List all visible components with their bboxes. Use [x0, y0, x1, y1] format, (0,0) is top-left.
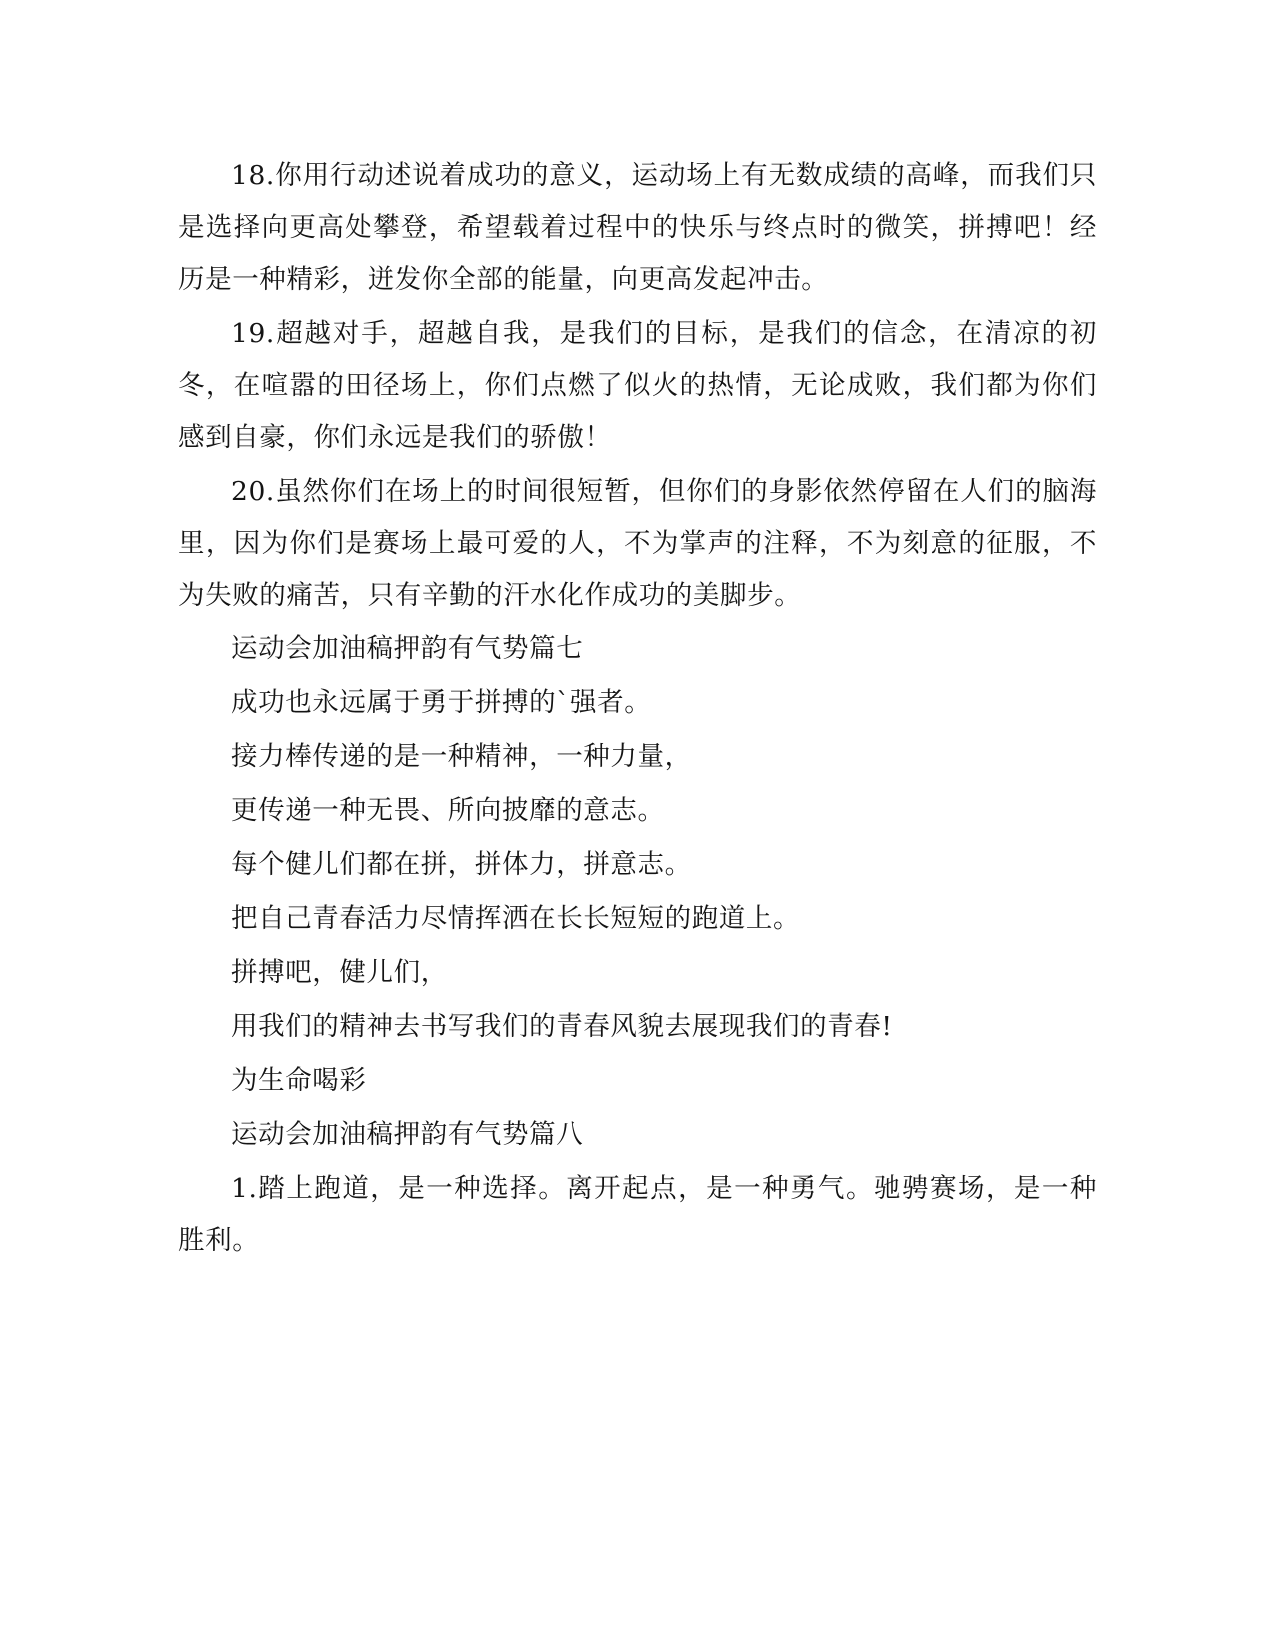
- verse-line-3: 更传递一种无畏、所向披靡的意志。: [231, 795, 665, 827]
- verse-line-8: 为生命喝彩: [231, 1064, 367, 1096]
- verse-line-6: 拼搏吧，健儿们，: [231, 957, 448, 989]
- paragraph-21: 1.踏上跑道，是一种选择。离开起点，是一种勇气。驰骋赛场，是一种胜利。: [178, 1172, 1097, 1256]
- verse-line-7: 用我们的精神去书写我们的青春风貌去展现我们的青春!: [231, 1011, 893, 1042]
- document-body: [178, 150, 1097, 1267]
- verse-line-2: 接力棒传递的是一种精神，一种力量，: [231, 741, 692, 773]
- paragraph-18: 18.你用行动述说着成功的意义，运动场上有无数成绩的高峰，而我们只是选择向更高处攀登，希望载着过程中的快乐与终点时的微笑，拼搏吧！经历是一种精彩，迸发你全部的能量，向更高发起冲击。: [178, 160, 1097, 295]
- section-heading-eight: 运动会加油稿押韵有气势篇八: [231, 1118, 584, 1150]
- verse-line-1: 成功也永远属于勇于拼搏的`强者。: [231, 687, 652, 719]
- verse-line-5: 把自己青春活力尽情挥洒在长长短短的跑道上。: [231, 903, 801, 935]
- section-heading-seven: 运动会加油稿押韵有气势篇七: [231, 633, 584, 665]
- paragraph-20: 20.虽然你们在场上的时间很短暂，但你们的身影依然停留在人们的脑海里，因为你们是赛场上最可爱的人，不为掌声的注释，不为刻意的征服，不为失败的痛苦，只有辛勤的汗水化作成功的美脚步。: [178, 475, 1097, 611]
- verse-line-4: 每个健儿们都在拼，拼体力，拼意志。: [231, 849, 692, 881]
- paragraph-19: 19.超越对手，超越自我，是我们的目标，是我们的信念，在清凉的初冬，在喧嚣的田径场上，你们点燃了似火的热情，无论成败，我们都为你们感到自豪，你们永远是我们的骄傲！: [178, 317, 1097, 453]
